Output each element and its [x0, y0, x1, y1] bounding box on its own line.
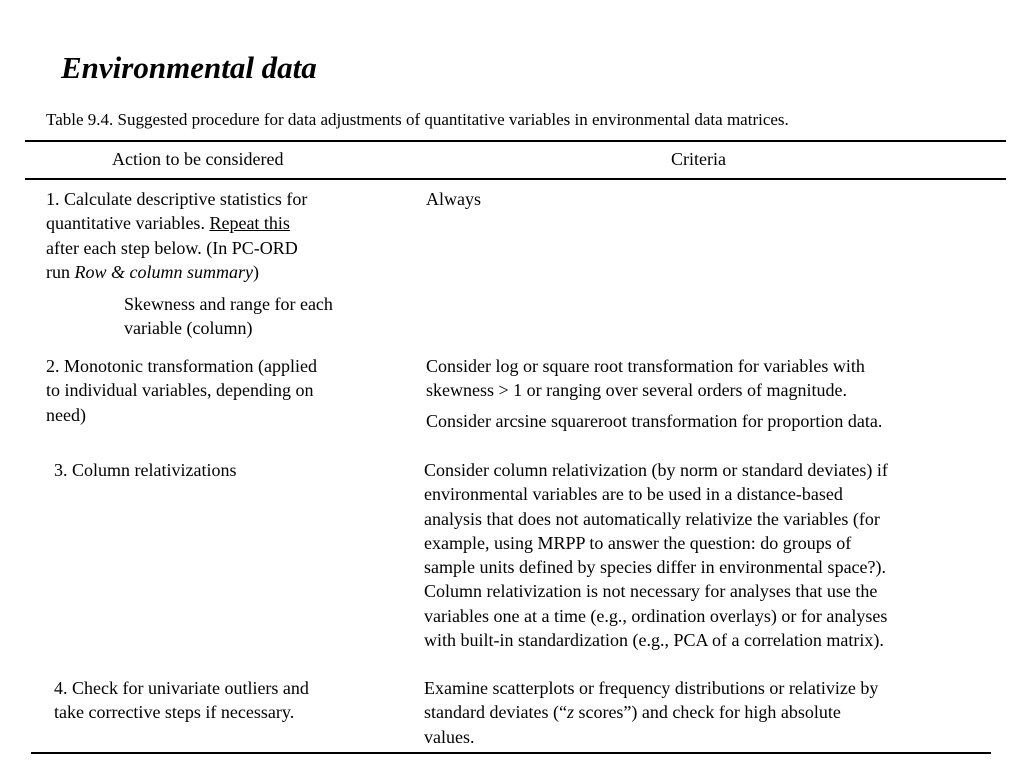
row1-action-sub — [124, 292, 333, 341]
row1-action-line — [46, 211, 307, 235]
header-criteria: Criteria — [671, 149, 726, 169]
row1-criteria: Always — [426, 189, 481, 209]
row2-action-line: 2. Monotonic transformation (applied — [46, 356, 317, 376]
table-top-rule — [25, 140, 1006, 142]
header-action: Action to be considered — [112, 149, 284, 169]
row1-action-text: run — [46, 261, 75, 282]
row4-criteria — [424, 676, 878, 749]
row4-action-line: 4. Check for univariate outliers and — [54, 678, 309, 698]
table-bottom-rule — [31, 752, 991, 754]
row3-criteria-line: sample units defined by species differ in environmental space?). — [424, 557, 887, 578]
row3-criteria-line: Column relativization is not necessary for analyses that use the — [424, 581, 878, 602]
row1-sub-line: variable (column) — [124, 318, 253, 339]
row1-action-text: quantitative variables. — [46, 213, 210, 234]
row3-criteria-line: analysis that does not automatically relativize the variables (for — [424, 508, 880, 529]
row3-criteria-line: variables one at a time (e.g., ordination overlays) or for analyses — [424, 605, 888, 626]
row1-action-line: 1. Calculate descriptive statistics for — [46, 189, 308, 209]
row1-sub-line: Skewness and range for each — [124, 294, 333, 314]
row1-action-line: after each step below. (In PC-ORD — [46, 237, 298, 258]
row3-criteria-line: Consider column relativization (by norm or standard deviates) if — [424, 460, 888, 480]
row4-criteria-line: Examine scatterplots or frequency distributions or relativize by — [424, 678, 879, 698]
row2-criteria-line: skewness > 1 or ranging over several orders of magnitude. — [426, 380, 848, 401]
z-italic: z — [566, 702, 574, 723]
row3-criteria-line: with built-in standardization (e.g., PCA of a correlation matrix). — [424, 630, 884, 651]
row2-action-line: need) — [46, 404, 86, 425]
row-column-summary-italic: Row & column summary — [74, 261, 253, 282]
row3-action: 3. Column relativizations — [54, 460, 237, 480]
table-caption: Table 9.4. Suggested procedure for data adjustments of quantitative variables in environmental data matrices. — [46, 110, 789, 129]
row4-criteria-text: scores”) and check for high absolute — [573, 702, 841, 723]
header-bottom-rule — [25, 178, 1006, 180]
row2-action-line: to individual variables, depending on — [46, 380, 314, 401]
page-title: Environmental data — [61, 50, 317, 85]
row4-criteria-line — [424, 700, 878, 724]
row1-action-line — [46, 260, 307, 284]
row4-criteria-line: values. — [424, 726, 475, 747]
row1-action-text: ) — [253, 261, 259, 282]
row4-action-line: take corrective steps if necessary. — [54, 702, 295, 723]
row3-criteria-line: environmental variables are to be used in a distance-based — [424, 484, 843, 505]
row2-criteria-extra: Consider arcsine squareroot transformation for proportion data. — [426, 411, 883, 431]
row2-action — [46, 354, 317, 427]
row2-criteria-line: Consider log or square root transformation for variables with — [426, 356, 865, 376]
repeat-this-underlined: Repeat this — [209, 213, 290, 234]
row2-criteria — [426, 354, 865, 403]
row4-criteria-text: standard deviates (“ — [424, 702, 567, 723]
row3-criteria-line: example, using MRPP to answer the question: do groups of — [424, 532, 852, 553]
row3-criteria — [424, 458, 888, 652]
row1-action — [46, 187, 307, 284]
row4-action — [54, 676, 309, 725]
